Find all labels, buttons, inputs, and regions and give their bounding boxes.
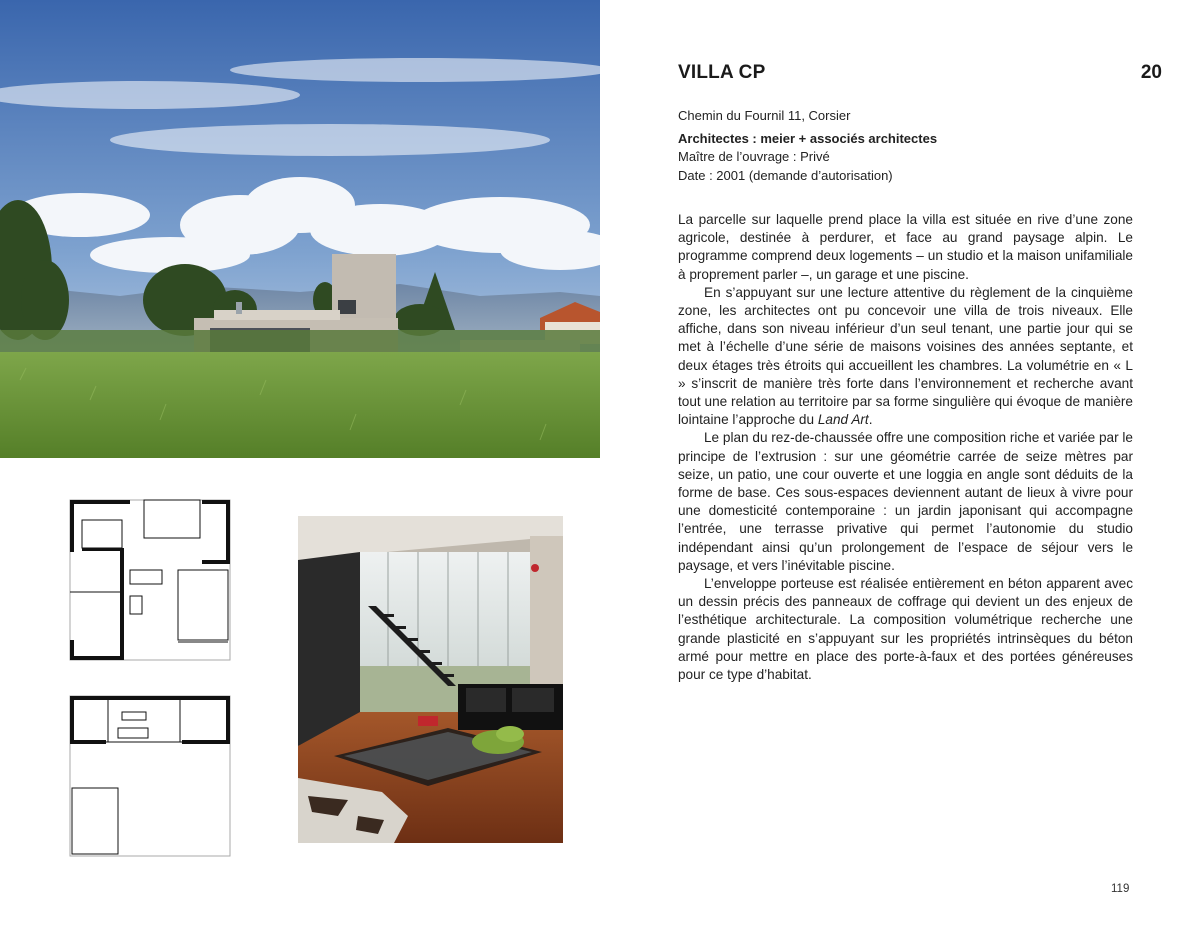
photo-villa-exterior <box>0 0 600 458</box>
paragraph-2-end: . <box>868 412 873 428</box>
paragraph-3: Le plan du rez-de-chaussée offre une composition riche et variée par le principe de l’extrusion : sur une géométrie carrée de seize mètres par seize, un patio, une cour ouverte et une loggia en angle sont déduits de la forme de base. Ces sous-espaces deviennent autant de lieux à vivre pour une domesticité contemporaine : un jardin japonisant qui accompagne l’entrée, une terrasse privative qui permet l’autonomie du studio indépendant ainsi qu’un prolongement de l’espace de séjour vers le paysage, et vers l’inévitable piscine. <box>678 430 1133 573</box>
paragraph-1: La parcelle sur laquelle prend place la villa est située en rive d’une zone agricole, destinée à perdurer, et face au grand paysage alpin. Le programme comprend deux logements – un studio et la maison unifamiliale à proprement parler –, un garage et une piscine. <box>678 212 1133 282</box>
paragraph-4: L’enveloppe porteuse est réalisée entièrement en béton apparent avec un dessin précis des panneaux de coffrage qui devient un des enjeux de l’esthétique architecturale. La composition volumétrique recherche une grande plasticité en s’appuyant sur les propriétés intrinsèques du béton armé pour mettre en place des porte-à-faux et des portées généreuses pour ce type d’habitat. <box>678 576 1133 683</box>
meta-architects: Architectes : meier + associés architectes <box>678 130 938 146</box>
entry-title: VILLA CP <box>678 62 766 83</box>
paragraph-2-text: En s’appuyant sur une lecture attentive du règlement de la cinquième zone, les architectes ont pu concevoir une villa de trois niveaux. Elle affiche, dans son niveau inférieur d’un seul tenant, une partie jour qui se met à l’échelle d’une série de maisons voisines des années septante, et deux étages très étroits qui accueillent les chambres. La volumétrie en « L » s’inscrit de manière très forte dans l’environnement et recherche avant tout une relation au territoire par sa forme singulière qui évoque de manière lointaine l’approche du <box>678 284 1133 428</box>
floor-plan-ground-level <box>62 492 237 662</box>
project-meta <box>678 107 1158 185</box>
floor-plan-upper-level <box>62 688 237 858</box>
page-number: 119 <box>1111 883 1130 895</box>
entry-number: 20 <box>1140 62 1162 83</box>
paragraph-2-italic: Land Art <box>817 412 869 428</box>
body-text <box>678 211 1133 684</box>
meta-date: Date : 2001 (demande d’autorisation) <box>678 167 893 183</box>
meta-owner: Maître de l’ouvrage : Privé <box>678 149 830 164</box>
meta-address: Chemin du Fournil 11, Corsier <box>678 108 851 123</box>
photo-villa-interior <box>298 516 563 843</box>
paragraph-2 <box>678 284 1133 430</box>
